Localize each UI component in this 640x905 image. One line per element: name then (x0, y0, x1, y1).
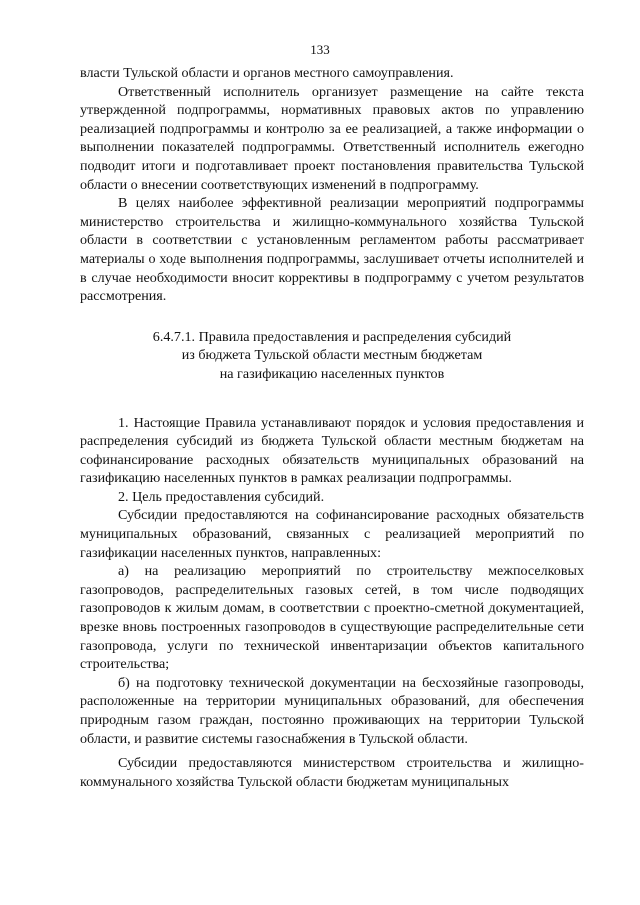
paragraph-item-a: а) на реализацию мероприятий по строительству межпоселковых газопроводов, распределительных газовых сетей, в том числе подводящих газопроводов к жилым домам, в соответствии с проектно-сметной документацией, врезке вновь построенных газопроводов в существующие распределительные сети газопровода, услуги по технической инвентаризации объектов капитального строительства; (80, 563, 584, 673)
section-heading-line-3: на газификацию населенных пунктов (219, 365, 445, 382)
paragraph-ministry-review: В целях наиболее эффективной реализации мероприятий подпрограммы министерство строительства и жилищно-коммунального хозяйства Тульской области в соответствии с установленным регламентом работы рассматривает материалы о ходе выполнения подпрограммы, заслушивает отчеты исполнителей и в случае необходимости вносит коррективы в подпрограмму с учетом результатов рассмотрения. (80, 195, 584, 305)
document-body (80, 64, 584, 791)
paragraph-rule-2: 2. Цель предоставления субсидий. (118, 488, 325, 505)
paragraph-responsible-executor: Ответственный исполнитель организует размещение на сайте текста утвержденной подпрограммы, нормативных правовых актов по управлению реализацией подпрограммы и контролю за ее реализацией, а также информации о выполнении показателей подпрограммы. Ответственный исполнитель ежегодно подводит итоги и подготавливает проект постановления правительства Тульской области о внесении соответствующих изменений в подпрограмму. (80, 83, 584, 193)
paragraph-subsidy-provider: Субсидии предоставляются министерством строительства и жилищно-коммунального хозяйства Тульской области бюджетам муниципальных (80, 755, 584, 790)
section-heading (80, 328, 584, 384)
paragraph-rule-1: 1. Настоящие Правила устанавливают порядок и условия предоставления и распределения субсидий из бюджета Тульской области местным бюджетам на софинансирование расходных обязательств муниципальных образований на газификацию населенных пунктов в рамках реализации подпрограммы. (80, 414, 584, 487)
paragraph-item-b: б) на подготовку технической документации на бесхозяйные газопроводы, расположенные на территории муниципальных образований, для обеспечения природным газом граждан, постоянно проживающих на территории Тульской области, и развитие системы газоснабжения в Тульской области. (80, 674, 584, 747)
section-heading-line-2: из бюджета Тульской области местным бюджетам (181, 347, 483, 364)
paragraph-continuation: власти Тульской области и органов местного самоуправления. (80, 65, 454, 81)
section-heading-line-1: 6.4.7.1. Правила предоставления и распределения субсидий (152, 328, 512, 345)
paragraph-subsidy-purpose: Субсидии предоставляются на софинансирование расходных обязательств муниципальных образований, связанных с реализацией мероприятий по газификации населенных пунктов, направленных: (80, 507, 584, 561)
page-number: 133 (310, 42, 330, 57)
